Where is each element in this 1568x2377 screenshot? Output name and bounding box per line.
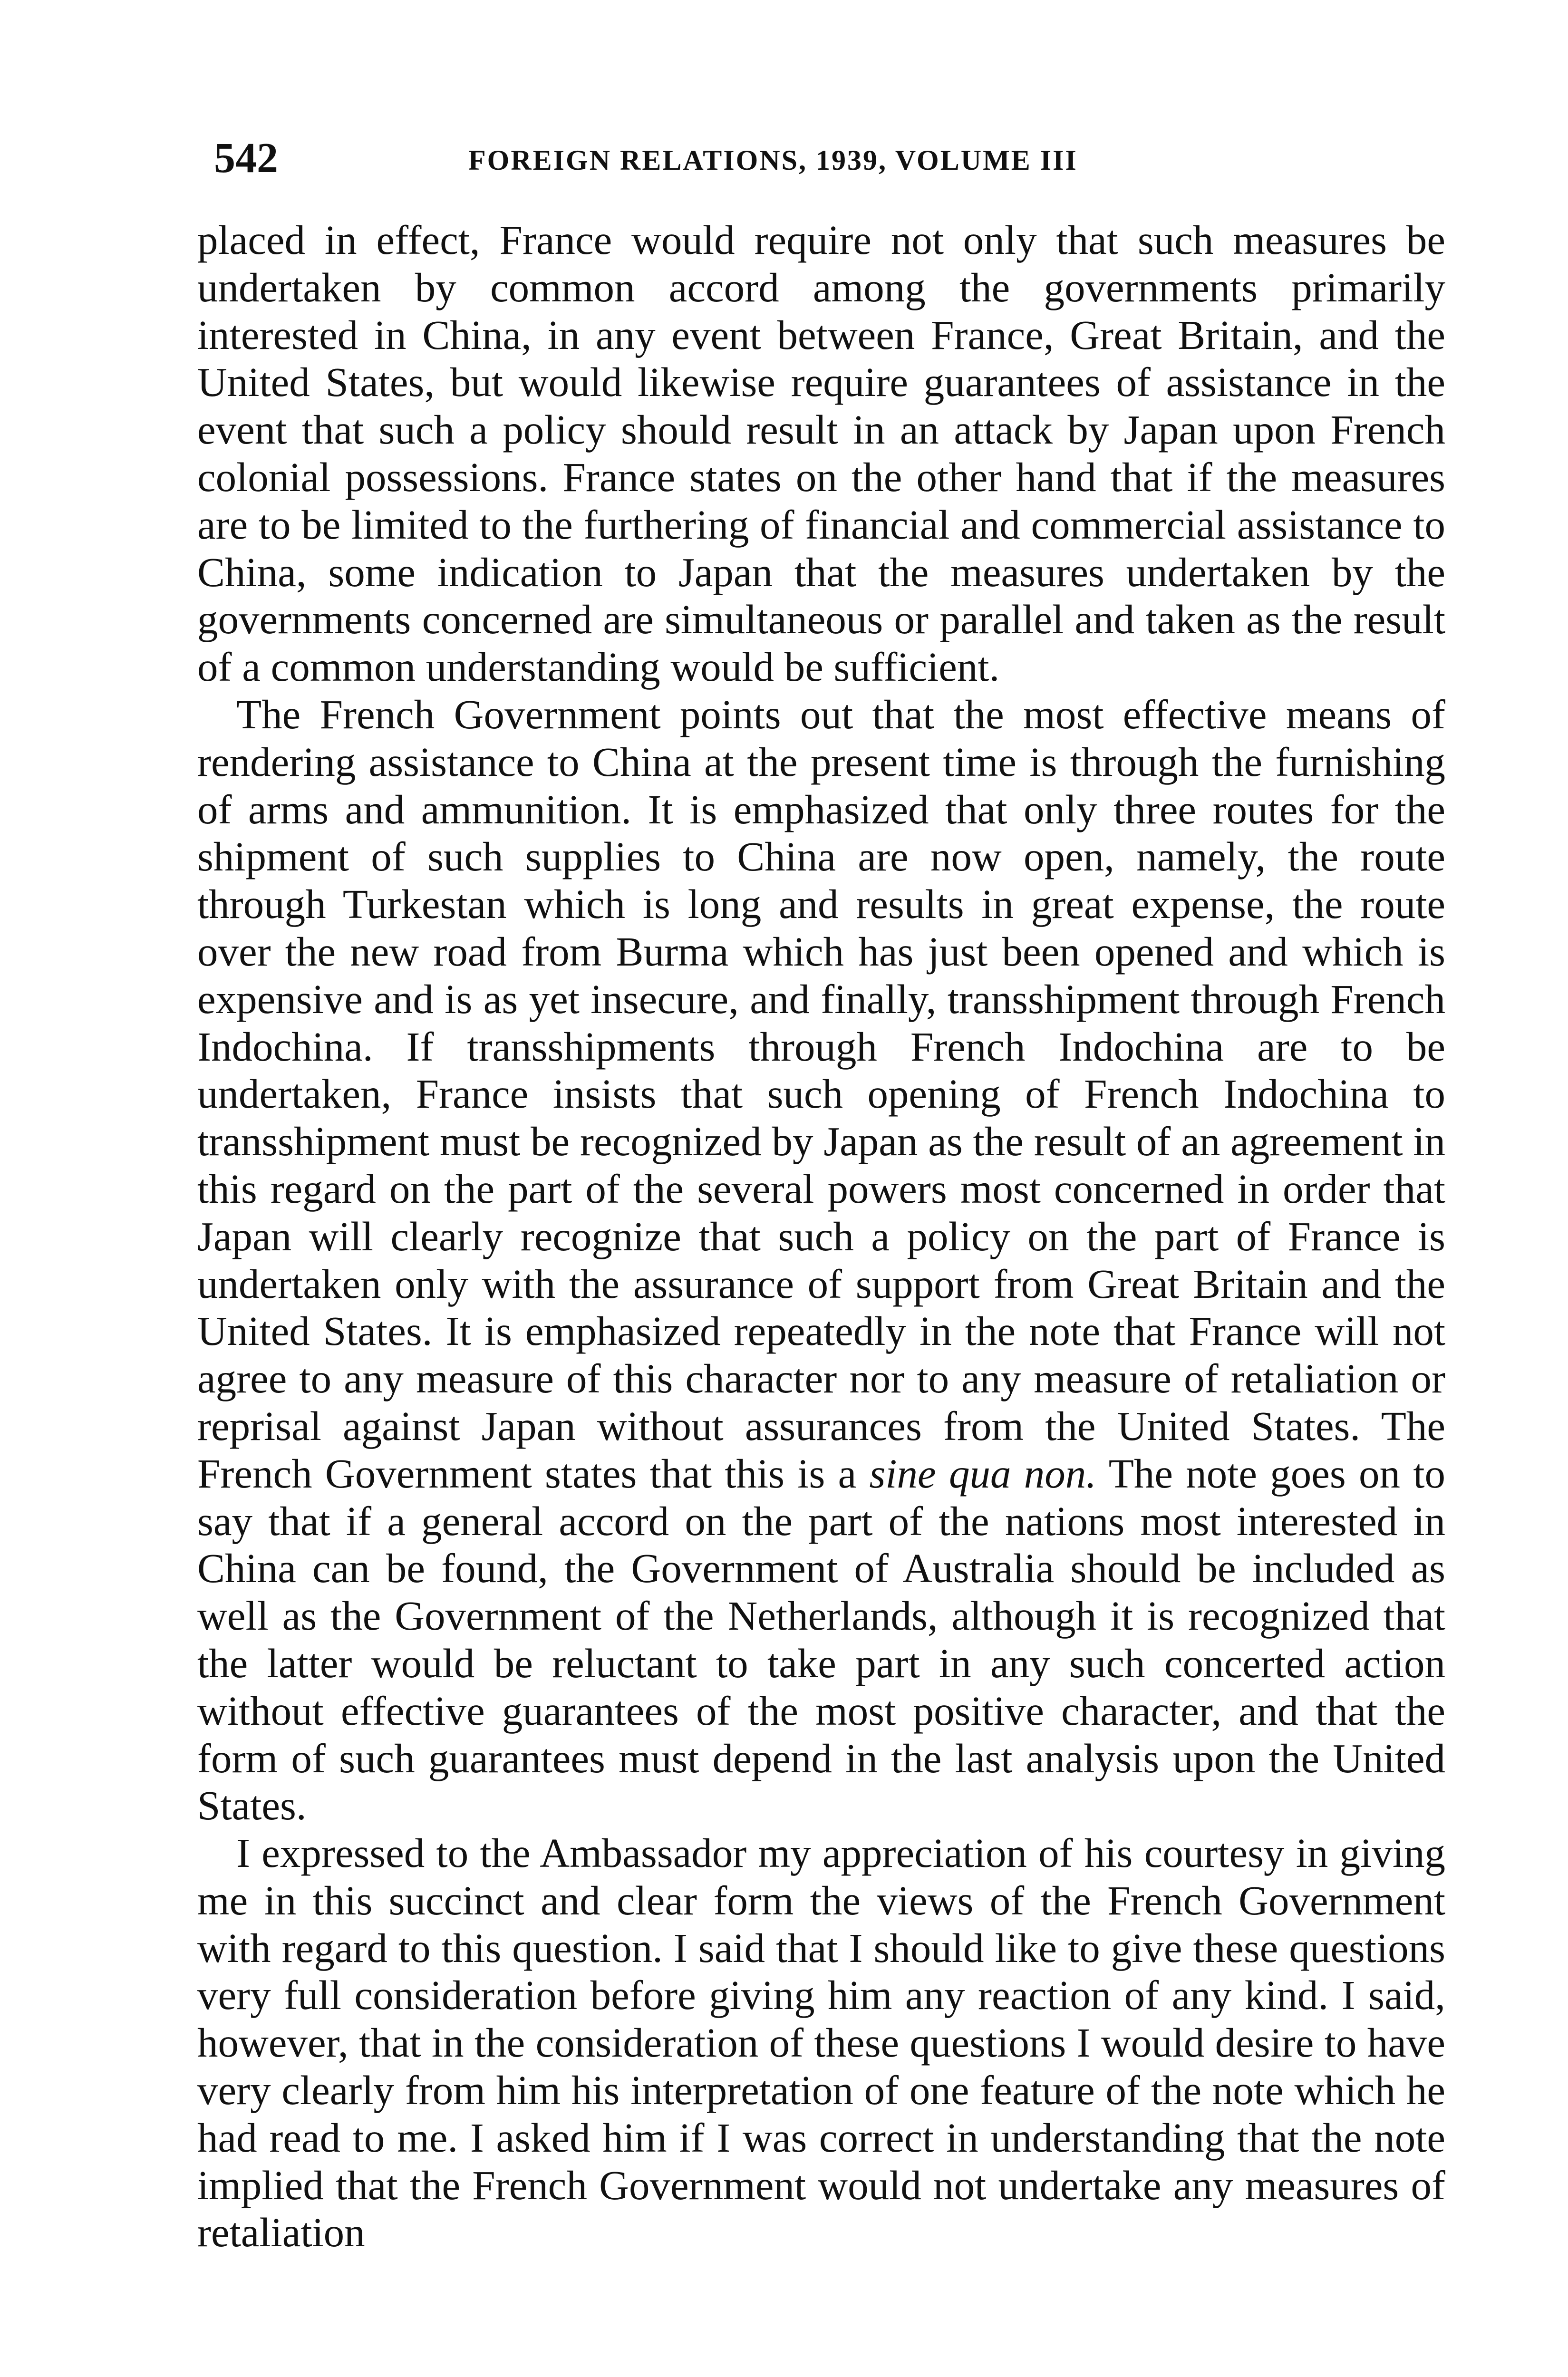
page-number: 542 [214,135,278,182]
paragraph-continuation: placed in effect, France would require not only that such measures be undertaken by common accord among the governments primarily interested in China, in any event between France, Great Britain, and the United States, but would likewise require guarantees of assistance in the event that such a policy should result in an attack by Japan upon French colonial possessions. France states on the other hand that if the measures are to be limited to the furthering of financial and commercial assistance to China, some indication to Japan that the measures undertaken by the governments concerned are simultaneous or parallel and taken as the result of a common understanding would be sufficient. [197,217,1445,690]
running-header [214,132,1450,184]
italic-phrase: sine qua non. [869,1450,1096,1497]
paragraph-french-government [197,691,1445,1829]
paragraph-text-after-italic: The note goes on to say that if a general accord on the part of the nations most interested in China can be found, the Government of Australia should be included as well as the Government of the Netherlands, although it is recognized that the latter would be reluctant to take part in any such concerted action without effective guarantees of the most positive character, and that the form of such guarantees must depend in the last analysis upon the United States. [197,1450,1446,1829]
paragraph-ambassador: I expressed to the Ambassador my appreciation of his courtesy in giving me in this succinct and clear form the views of the French Government with regard to this question. I said that I should like to give these questions very full consideration before giving him any reaction of any kind. I said, however, that in the consideration of these questions I would desire to have very clearly from him his interpretation of one feature of the note which he had read to me. I asked him if I was correct in understanding that the note implied that the French Government would not undertake any measures of retaliation [197,1830,1445,2256]
paragraph-text-before-italic: The French Government points out that the most effective means of rendering assistance to China at the present time is through the furnishing of arms and ammunition. It is emphasized that only three routes for the shipment of such supplies to China are now open, namely, the route through Turkestan which is long and results in great expense, the route over the new road from Burma which has just been opened and which is expensive and is as yet insecure, and finally, transshipment through French Indochina. If transshipments through French Indochina are to be undertaken, France insists that such opening of French Indochina to transshipment must be recognized by Japan as the result of an agreement in this regard on the part of the several powers most concerned in order that Japan will clearly recognize that such a policy on the part of France is undertaken only with the assurance of support from Great Britain and the United States. It is emphasized repeatedly in the note that France will not agree to any measure of this character nor to any measure of retaliation or reprisal against Japan without assurances from the United States. The French Government states that this is a [197,691,1445,1497]
body-text [197,216,1445,2256]
running-title: FOREIGN RELATIONS, 1939, VOLUME III [468,145,1078,176]
